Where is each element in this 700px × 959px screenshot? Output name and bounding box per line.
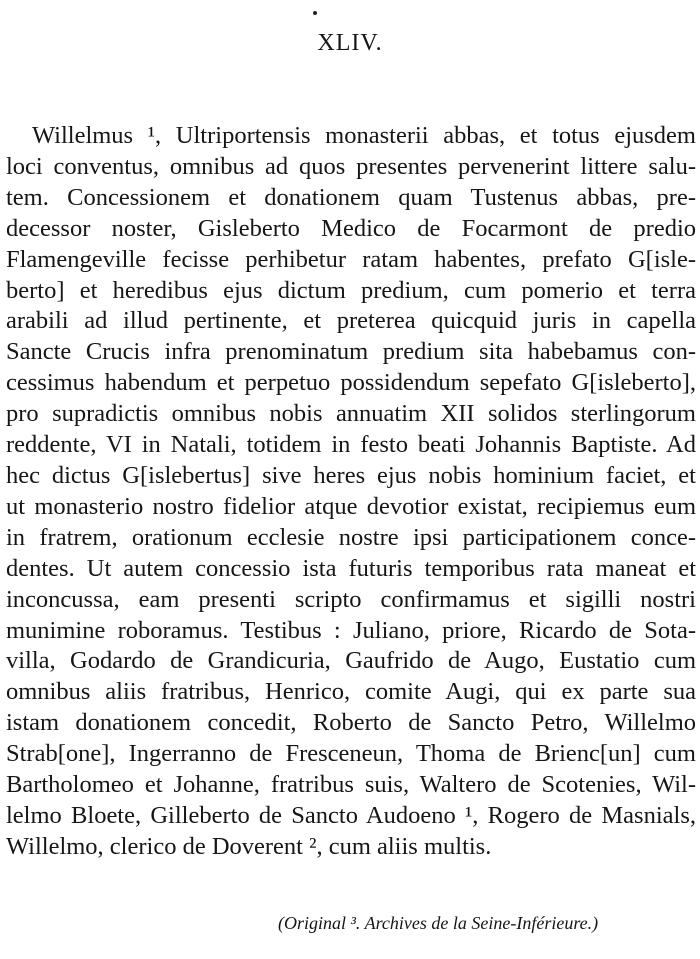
text-line: ut monasterio nostro fidelior atque devotior existat, recipiemus eum [6,492,696,520]
text-line: pro supradictis omnibus nobis annuatim XII solidos sterlingorum [6,400,696,428]
page-mark [313,11,317,15]
charter-text [6,121,696,863]
text-line: arabili ad illud pertinente, et preterea quicquid juris in capella [6,307,696,335]
text-line: dentes. Ut autem concessio ista futuris temporibus rata maneat et [6,554,696,582]
text-line: Flamengeville fecisse perhibetur ratam habentes, prefato G[isle- [6,245,696,273]
text-line: berto] et heredibus ejus dictum predium, cum pomerio et terra [6,276,696,304]
text-line: hec dictus G[islebertus] sive heres ejus nobis hominium faciet, et [6,461,696,489]
text-line: cessimus habendum et perpetuo possidendum sepefato G[isleberto], [6,369,696,397]
text-line: decessor noster, Gisleberto Medico de Focarmont de predio [6,214,696,242]
text-line: inconcussa, eam presenti scripto confirmamus et sigilli nostri [6,585,696,613]
text-line: Willelmus ¹, Ultriportensis monasterii abbas, et totus ejusdem [32,122,696,149]
text-line: loci conventus, omnibus ad quos presentes pervenerint littere salu- [6,152,696,180]
text-line: Strab[one], Ingerranno de Fresceneun, Thoma de Brienc[un] cum [6,740,696,768]
text-line: munimine roboramus. Testibus : Juliano, priore, Ricardo de Sota- [6,616,696,644]
text-line: omnibus aliis fratribus, Henrico, comite Augi, qui ex parte sua [6,678,696,706]
text-line: istam donationem concedit, Roberto de Sancto Petro, Willelmo [6,709,696,737]
text-line: Sancte Crucis infra prenominatum predium sita habebamus con- [6,338,696,366]
source-note: (Original ³. Archives de la Seine-Inférieure.) [278,913,599,933]
charter-number: XLIV. [317,30,383,56]
text-line: villa, Godardo de Grandicuria, Gaufrido de Augo, Eustatio cum [6,647,696,675]
text-line: in fratrem, orationum ecclesie nostre ipsi participationem conce- [6,523,696,551]
text-line: Bartholomeo et Johanne, fratribus suis, Waltero de Scotenies, Wil- [6,771,696,799]
text-line: reddente, VI in Natali, totidem in festo beati Johannis Baptiste. Ad [6,431,696,459]
text-line: Willelmo, clerico de Doverent ², cum aliis multis. [6,832,492,860]
text-line: tem. Concessionem et donationem quam Tustenus abbas, pre- [6,183,696,211]
text-line: lelmo Bloete, Gilleberto de Sancto Audoeno ¹, Rogero de Masnials, [6,801,696,829]
